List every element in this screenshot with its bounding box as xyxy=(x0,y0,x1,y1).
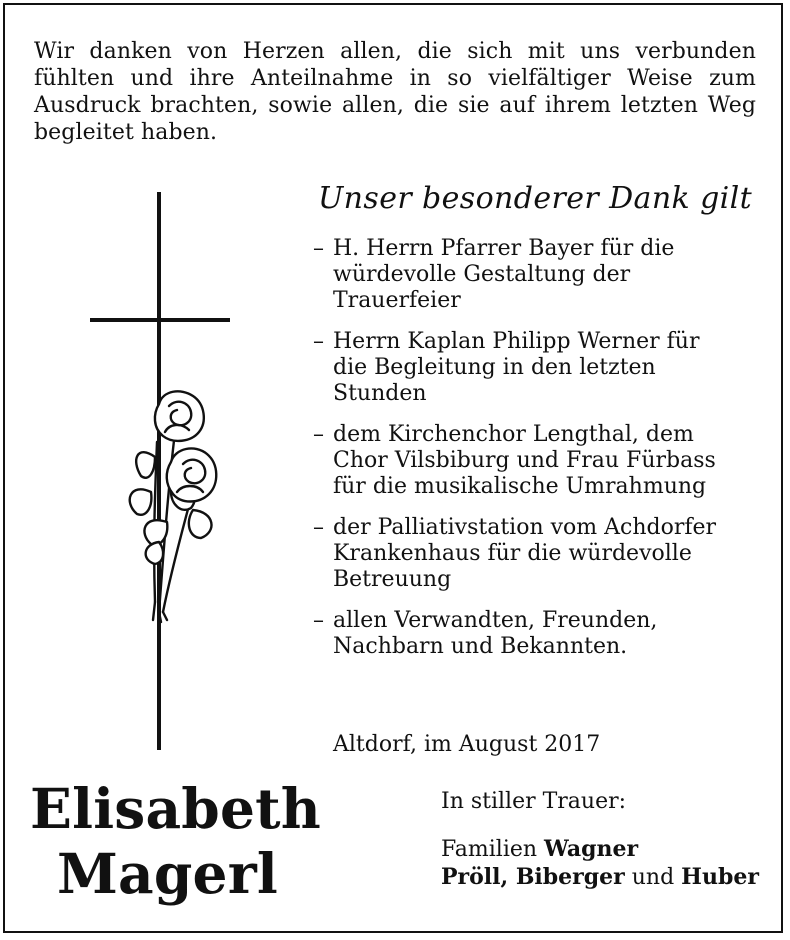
thanks-heading: Unser besonderer Dank gilt xyxy=(318,181,753,216)
intro-text: Wir danken von Herzen allen, die sich mit uns verbunden fühlten und ihre Anteilnahme in so vielfältiger Weise zum Ausdruck brachten, sowie allen, die sie auf ihrem letzten Weg begleitet haben. xyxy=(34,39,756,145)
family-prefix: Familien xyxy=(441,837,538,862)
family-name-huber: Huber xyxy=(681,864,759,890)
cross-with-roses xyxy=(85,192,235,752)
list-item: – allen Verwandten, Freunden, Nachbarn und Bekannten. xyxy=(313,608,763,660)
mourning-heading: In stiller Trauer: xyxy=(441,789,627,814)
last-name: Magerl xyxy=(56,841,279,906)
list-item: – dem Kirchenchor Lengthal, dem Chor Vilsbiburg und Frau Fürbass für die musikalische Umrahmung xyxy=(313,422,763,500)
thanks-list xyxy=(313,236,763,675)
family-name-wagner: Wagner xyxy=(544,836,639,862)
cross-icon xyxy=(85,192,235,752)
deceased-name xyxy=(30,776,321,906)
family-join-word: und xyxy=(631,865,675,890)
list-item: – der Palliativstation vom Achdorfer Krankenhaus für die würdevolle Betreuung xyxy=(313,515,763,593)
family-line-1 xyxy=(441,836,638,863)
family-names: Pröll, Biberger xyxy=(441,864,625,890)
list-item: – Herrn Kaplan Philipp Werner für die Begleitung in den letzten Stunden xyxy=(313,329,763,407)
first-name: Elisabeth xyxy=(30,776,321,841)
list-item: – H. Herrn Pfarrer Bayer für die würdevolle Gestaltung der Trauerfeier xyxy=(313,236,763,314)
place-date: Altdorf, im August 2017 xyxy=(333,732,601,757)
family-line-2 xyxy=(441,864,759,891)
roses-icon xyxy=(130,391,217,622)
